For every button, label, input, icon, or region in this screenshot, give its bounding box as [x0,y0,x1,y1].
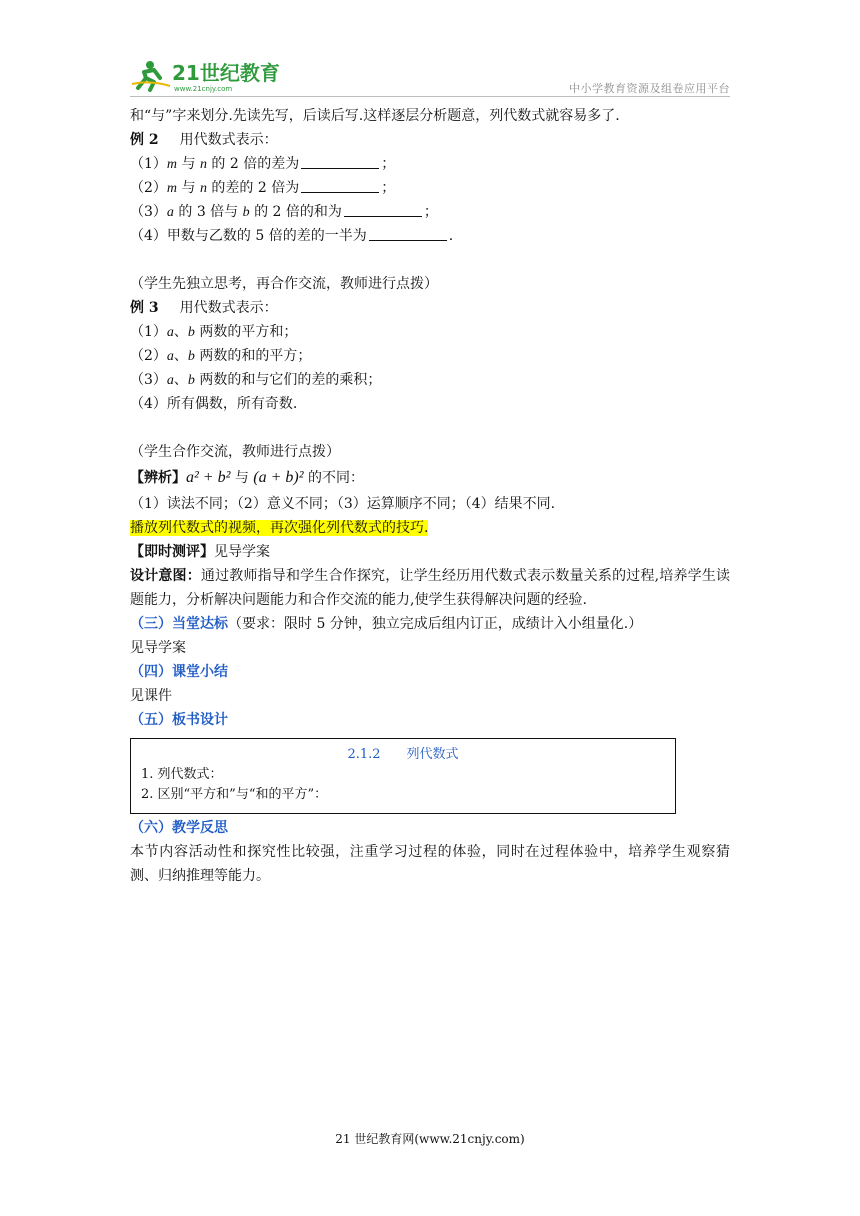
board-line-2: 2. 区别“平方和”与“和的平方”： [141,787,328,802]
section5-heading [130,708,730,732]
logo [130,58,290,94]
item-end: ； [381,156,396,172]
example2-item-4 [130,224,730,248]
page-header [130,58,730,96]
var-n: n [199,157,207,172]
analysis-points: （1）读法不同；（2）意义不同；（3）运算顺序不同；（4）结果不同. [130,496,556,512]
math-square-of-sum: (a + b)² [253,469,304,486]
item-prefix: （3） [130,204,167,220]
var-a: a [166,205,174,220]
example3-title: 用代数式表示： [179,300,278,316]
item-text: 两数的和的平方； [194,348,312,364]
section4-heading [130,660,730,684]
item-end: ； [381,180,396,196]
answer-blank[interactable] [369,226,447,241]
item-text: 的差的 2 倍为 [206,180,300,196]
item-text: 甲数与乙数的 5 倍的差的一半为 [166,228,367,244]
example3-item-4 [130,392,730,416]
answer-blank[interactable] [301,154,379,169]
var-b: b [187,373,195,388]
var-b: b [187,349,195,364]
section4-text: 见课件 [130,688,172,704]
var-m: m [166,157,178,172]
var-b: b [242,205,250,220]
design-intent-label: 设计意图： [130,568,201,584]
instant-test-label: 【即时测评】 [130,544,214,560]
var-a: a [166,325,174,340]
header-divider [130,96,730,97]
item-text: 所有偶数，所有奇数. [166,396,298,412]
highlighted-text: 播放列代数式的视频，再次强化列代数式的技巧. [130,520,429,536]
item-text: 的 2 倍的和为 [249,204,342,220]
example2-label: 例 2 [130,132,159,148]
instant-test-text: 见导学案 [214,544,270,560]
example3-item-2 [130,344,730,368]
note-independent-thinking: （学生先独立思考，再合作交流，教师进行点拨） [130,276,438,292]
example2-title: 用代数式表示： [179,132,278,148]
analysis-line [130,464,730,492]
example3-item-3 [130,368,730,392]
item-text: 两数的和与它们的差的乘积； [194,372,382,388]
var-a: a [166,373,174,388]
item-prefix: （4） [130,396,167,412]
var-b: b [187,325,195,340]
item-end: ； [423,204,438,220]
analysis-label: 【辨析】 [130,470,186,486]
var-m: m [166,181,178,196]
example3-item-1 [130,320,730,344]
board-line-1: 1. 列代数式： [141,767,223,782]
design-intent-text: 通过教师指导和学生合作探究，让学生经历用代数式表示数量关系的过程,培养学生读题能力，分析解决问题能力和合作交流的能力,使学生获得解决问题的经验. [130,568,731,608]
spacer [130,416,730,440]
item-text: 两数的平方和； [194,324,298,340]
item-prefix: （1） [130,156,167,172]
page-footer: 21 世纪教育网(www.21cnjy.com) [335,1132,525,1146]
design-intent [130,564,730,612]
item-text: 与 [177,156,200,172]
example2-item-3 [130,200,730,224]
analysis-mid: 与 [234,470,249,486]
section3-text: 见导学案 [130,640,186,656]
item-prefix: （2） [130,180,167,196]
logo-url: www.21cnjy.com [174,85,233,93]
item-text: 的 2 倍的差为 [206,156,300,172]
example3-label: 例 3 [130,300,159,316]
item-prefix: （3） [130,372,167,388]
section5-title: （五）板书设计 [130,712,228,728]
example2-item-1 [130,152,730,176]
highlight-line [130,516,730,540]
blackboard-design-box [130,738,676,814]
var-n: n [199,181,207,196]
item-sep: 、 [173,324,188,340]
board-title: 2.1.2 列代数式 [347,747,459,762]
note-cooperation: （学生合作交流，教师进行点拨） [130,444,340,460]
intro-line: 和“与”字来划分.先读先写，后读后写.这样逐层分析题意，列代数式就容易多了. [130,108,620,124]
item-prefix: （4） [130,228,167,244]
example2-item-2 [130,176,730,200]
item-prefix: （1） [130,324,167,340]
answer-blank[interactable] [344,202,422,217]
section3-note: （要求：限时 5 分钟，独立完成后组内订正，成绩计入小组量化.） [228,616,643,632]
section6-text: 本节内容活动性和探究性比较强，注重学习过程的体验，同时在过程体验中，培养学生观察猜测、归纳推理等能力。 [130,844,730,884]
section4-title: （四）课堂小结 [130,664,228,680]
analysis-tail: 的不同： [308,470,364,486]
item-prefix: （2） [130,348,167,364]
item-text: 的 3 倍与 [173,204,243,220]
item-sep: 、 [173,348,188,364]
math-sum-of-squares: a² + b² [186,469,231,486]
item-text: 与 [177,180,200,196]
logo-text: 21世纪教育 [172,61,280,85]
header-platform-text: 中小学教育资源及组卷应用平台 [569,82,730,95]
document-body [130,104,730,888]
section3-heading [130,612,730,636]
example3-heading [130,296,730,320]
var-a: a [166,349,174,364]
runner-icon [132,61,170,90]
item-sep: 、 [173,372,188,388]
section6-title: （六）教学反思 [130,820,228,836]
instant-test-line [130,540,730,564]
answer-blank[interactable] [301,178,379,193]
section3-title: （三）当堂达标 [130,616,228,632]
item-end: . [448,228,454,244]
section6-heading [130,816,730,840]
example2-heading [130,128,730,152]
spacer [130,248,730,272]
